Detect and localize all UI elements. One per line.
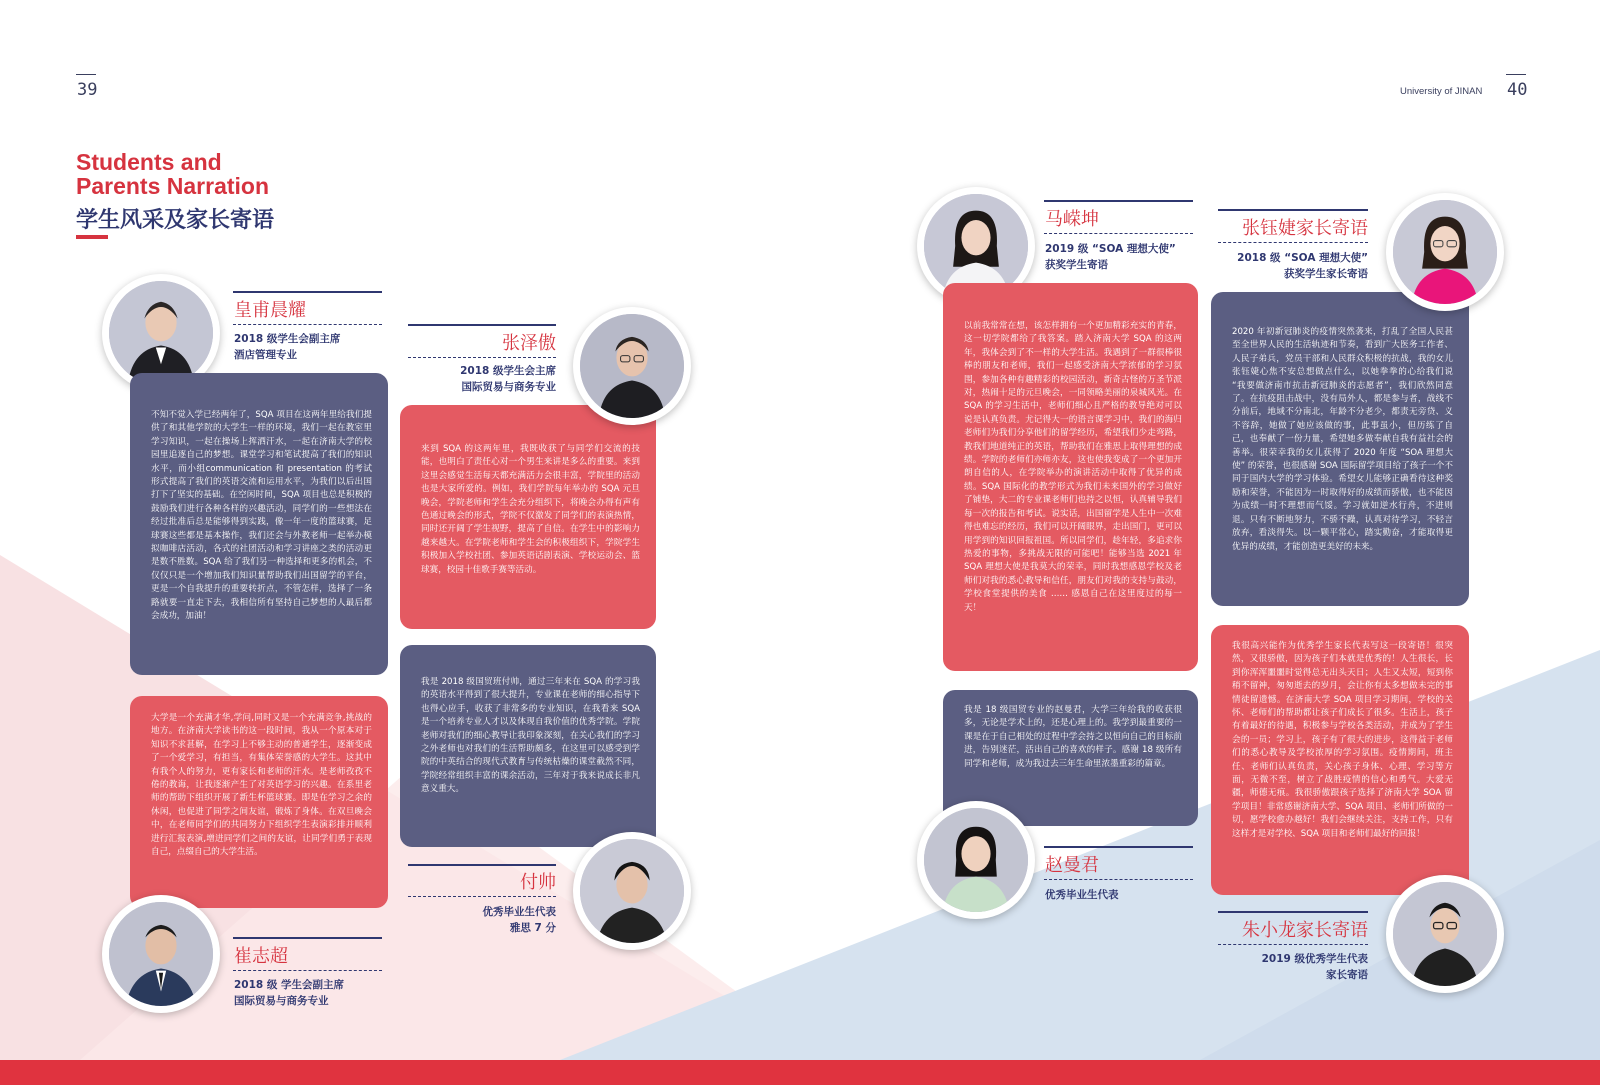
parent-name-zhu-xiaolong: 朱小龙家长寄语 [1242, 920, 1368, 941]
student-info-huangfu: 2018 级学生会副主席 酒店管理专业 [234, 333, 341, 361]
parent-info-zhu-xiaolong: 2019 级优秀学生代表 家长寄语 [1261, 953, 1368, 981]
student-info-cui-zhichao: 2018 级 学生会副主席 国际贸易与商务专业 [234, 979, 345, 1007]
avatar-zhang-zeao [573, 307, 691, 425]
title-english-line1: Students and [76, 149, 222, 175]
avatar-zhu-xiaolong [1386, 875, 1504, 993]
student-info-zhao-manjun: 优秀毕业生代表 [1045, 889, 1119, 901]
student-info-zhang-zeao: 2018 级学生会主席 国际贸易与商务专业 [460, 365, 556, 393]
student-name-zhang-zeao: 张泽傲 [502, 333, 556, 354]
student-info-ma-rongkun: 2019 级 “SOA 理想大使” 获奖学生寄语 [1045, 243, 1176, 271]
title-english [76, 150, 269, 198]
narration-card-zhang-zeao: 来到 SQA 的这两年里，我既收获了与同学们交流的技能，也明白了责任心对一个男生来讲是多么的重要。来到这里会感觉生活每天都充满活力会很丰富，学院里的活动也是大家所爱的。例如，我们学院每年举办的 SQA 元旦晚会，学院老师和学生会充分组织下，将晚会办得有声有色通过晚会的形式，学院不仅激发了同学们的表演热情，同时还开阔了学生视野，提高了自信。在学生中的影响力越来越大。在学院老师和学生会的积极组织下，学院学生积极加入学校社团、参加英语话剧表演、学校运动会、篮球赛，校园十佳歌手赛等活动。 [400, 405, 656, 629]
student-name-cui-zhichao: 崔志超 [234, 946, 288, 967]
narration-card-ma-rongkun: 以前我常常在想，该怎样拥有一个更加精彩充实的青春，这一切学院都给了我答案。踏入济南大学 SQA 的这两年，我体会到了不一样的大学生活。我遇到了一群很棒很棒的朋友和老师，我们一起感受济南大学浓郁的学习氛围，参加各种有趣精彩的校园活动，新奇古怪的万圣节派对，热闹十足的元旦晚会，一同领略美丽的泉城风光。在 SQA 的学习生活中，老师们细心且严格的教导绝对可以说是认真负责。尤记得大一的语言课学习中，我们的海归老师们为我们分享他们的留学经历，希望我们少走弯路，教我们地道纯正的英语，帮助我们在雅思上取得理想的成绩。学院的老师们亦师亦友，这也使我变成了一个更加开朗自信的人，在学院举办的演讲活动中取得了优异的成绩。SQA 国际化的教学形式为我们未来国外的学习做好了铺垫，大二的专业课老师们也持之以恒，认真辅导我们每一次的报告和考试。说实话，出国留学是人生中一次难得也难忘的经历，我们可以开阔眼界，走出国门，更可以用学到的知识回报祖国。所以同学们，趁年轻，多追求你热爱的事物，多挑战无限的可能吧！能够当选 2021 年 SQA 理想大使是我莫大的荣幸，同时我想感恩学校及老师们对我的悉心教导和信任，朋友们对我的支持与鼓动，学校食堂提供的美食 …… 感恩自己在这里度过的每一天！ [943, 283, 1198, 671]
title-chinese: 学生风采及家长寄语 [76, 208, 275, 233]
page-number-right: 40 [1507, 80, 1528, 100]
student-name-ma-rongkun: 马嵘坤 [1045, 209, 1099, 230]
title-underline [76, 235, 108, 239]
footer-bar [0, 1060, 1600, 1085]
student-name-fu-shuai: 付帅 [520, 872, 556, 893]
narration-card-cui-zhichao: 大学是一个充满才华,学问,同时又是一个充满竞争,挑战的地方。在济南大学读书的这一段时间，我从一个原本对于知识不求甚解，在学习上不够主动的普通学生，逐渐变成了一个爱学习，有担当，有集体荣誉感的大学生。这其中有我个人的努力，更有家长和老师的汗水。是老师孜孜不倦的教诲，让我逐渐产生了对英语学习的兴趣。在系里老师的帮助下组织开展了新生杯篮球赛。即是在学习之余的休闲，也促进了同学之间友谊，锻炼了身体。在双旦晚会中，在老师同学们的共同努力下组织学生表演彩排并顺利进行汇报表演,增进同学们之间的友谊，让同学们勇于表现自己，点缀自己的大学生活。 [130, 696, 388, 908]
narration-card-zhao-manjun: 我是 18 级国贸专业的赵曼君，大学三年给我的收获很多，无论是学术上的，还是心理上的。我学到最重要的一课是在于自己相处的过程中学会持之以恒向自己的目标前进，告别迷茫，活出自己的喜欢的样子。感谢 18 级所有同学和老师，成为我过去三年生命里浓墨重彩的篇章。 [943, 690, 1198, 826]
narration-card-zhang-yujie-parent: 2020 年初新冠肺炎的疫情突然袭来，打乱了全国人民甚至全世界人民的生活轨迹和节奏，看到广大医务工作者、人民子弟兵，党员干部和人民群众积极的抗战，我的女儿张钰婕心焦不安总想做点什么，以她拳拳的心给我们说 “我要做济南市抗击新冠肺炎的志愿者”，我们欣然同意了。在抗疫阻击战中，没有局外人，都是参与者，战线不分前后，地域不分南北，年龄不分老少，都责无旁贷、义不容辞，她做了她应该做的事，此事虽小，但历练了自己，也奉献了一份力量，希望她多做奉献自我有益社会的善举。很荣幸我的女儿获得了 2020 年度 “SOA 理想大使” 的荣誉，也很感谢 SOA 国际留学项目给了孩子一个不同于国内大学的学习体验。希望女儿能够正确看待这种奖励和荣誉，不能因为一时取得好的成绩而骄傲，也不能因为成绩一时不理想而气馁。学习就如逆水行舟，不进则退。只有不断地努力，不骄不躁，认真对待学习，不轻言放弃，看淡得失。以一颗平常心，踏实勤奋，才能取得更优异的成绩，才能创造更美好的未来。 [1211, 292, 1469, 606]
avatar-cui-zhichao [102, 895, 220, 1013]
student-name-huangfu: 皇甫晨耀 [234, 300, 306, 321]
university-name: University of JINAN [1400, 86, 1483, 97]
parent-name-zhang-yujie: 张钰婕家长寄语 [1242, 218, 1368, 239]
student-name-zhao-manjun: 赵曼君 [1045, 855, 1099, 876]
page-number-left: 39 [77, 80, 98, 100]
narration-card-huangfu: 不知不觉入学已经两年了，SQA 项目在这两年里给我们提供了和其他学院的大学生一样的环境，我们一起在教室里学习知识，一起在操场上挥洒汗水，一起在济南大学的校园里追逐自己的梦想。课堂学习和笔试提高了我们的知识水平，而小组communication 和 presentation 的考试形式提高了我们的英语交流和运用水平，为我们以后出国打下了坚实的基础。在空闲时间，SQA 项目也总是积极的鼓励我们进行各种各样的兴趣活动，同学们的一些想法在经过批准后总是能够得到实践，像一年一度的篮球赛，足球赛这些都是基本操作，我们还会与外教老师一起举办模拟咖啡店活动，各式的社团活动和学习讲座之类的活动更是数不胜数。SQA 给了我们另一种选择和更多的机会，不仅仅只是一个增加我们知识量帮助我们出国留学的平台，更是一个自我提升的重要转折点，不管怎样，选择了一条路就要一直走下去，我相信所有坚持自己梦想的人最后都会成功，加油！ [130, 373, 388, 675]
title-english-line2: Parents Narration [76, 173, 270, 199]
narration-card-fu-shuai: 我是 2018 级国贸班付帅，通过三年来在 SQA 的学习我的英语水平得到了很大提升，专业课在老师的细心指导下也得心应手，收获了非常多的专业知识，在我看来 SQA 是一个培养专业人才以及体现自我价值的优秀学院。学院老师对我们的细心教导让我印象深刻，在关心我们的学习之外老师也对我们的生活帮助颇多，在这里可以感受到学院的中英结合的现代式教育与传统枯燥的课堂截然不同，学院经常组织丰富的课余活动，三年对于我来说成长非凡意义重大。 [400, 645, 656, 847]
parent-info-zhang-yujie: 2018 级 “SOA 理想大使” 获奖学生家长寄语 [1237, 252, 1368, 280]
narration-card-zhu-xiaolong-parent: 我很高兴能作为优秀学生家长代表写这一段寄语！很突然，又很骄傲，因为孩子们本就是优秀的！人生很长，长到你浑浑噩噩时觉得总无出头天日；人生又太短，短到你稍不留神，匆匆逝去的岁月，会让你有太多想做未完的事情徒留遗憾。在济南大学 SOA 项目学习期间，学校的关怀、老师们的帮助都让孩子们成长了很多。生活上，孩子有着最好的待遇，积极参与学校各类活动，并成为了学生会的一员；学习上，孩子有了很大的进步，这得益于老师们的悉心教导及学校浓厚的学习氛围。疫情期间，班主任、老师们认真负责，关心孩子身体、心理、学习等方面，无微不至，树立了战胜疫情的信心和勇气。大爱无疆，师德无痕。我很骄傲跟孩子选择了济南大学 SOA 留学项目！非常感谢济南大学、SQA 项目、老师们所做的一切，愿学校愈办越好！我们会继续关注，支持工作，只有这样才是对学校、SQA 项目和老师们最好的回报！ [1211, 625, 1469, 895]
avatar-zhao-manjun [917, 801, 1035, 919]
avatar-zhang-yujie [1386, 193, 1504, 311]
student-info-fu-shuai: 优秀毕业生代表 雅思 7 分 [482, 906, 556, 934]
avatar-fu-shuai [573, 832, 691, 950]
